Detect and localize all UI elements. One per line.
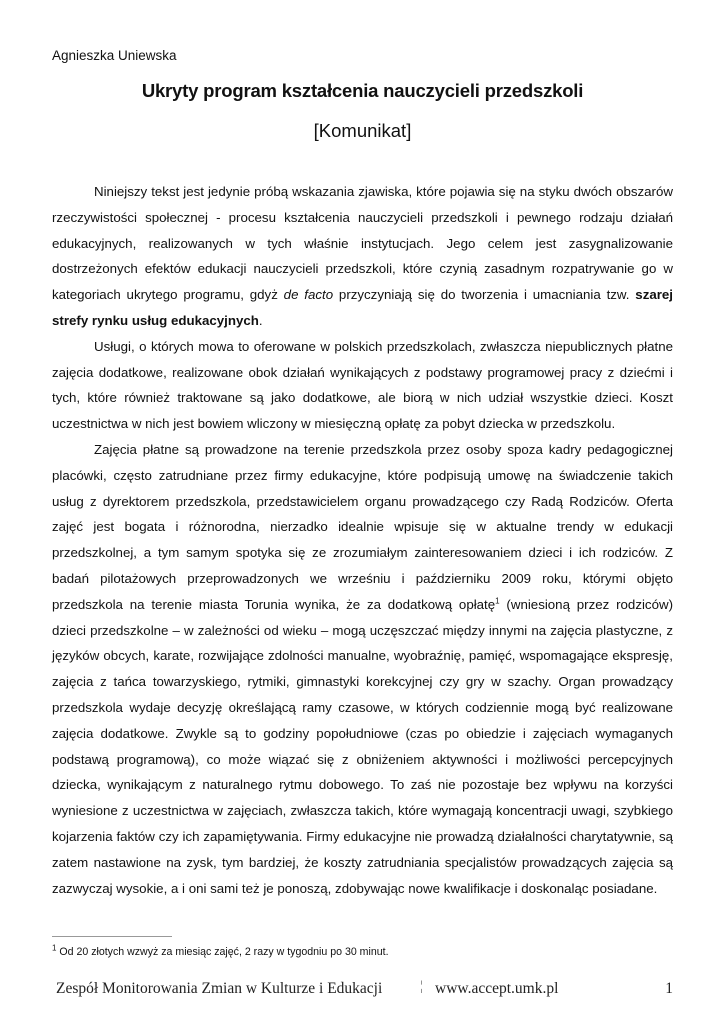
- page-number: 1: [665, 980, 673, 997]
- page-footer: [52, 980, 673, 1002]
- paragraph-1-text-b: przyczyniają się do tworzenia i umacniania tzw.: [333, 287, 636, 303]
- paragraph-3-text-a: Zajęcia płatne są prowadzone na terenie przedszkola przez osoby spoza kadry pedagogicznej placówki, często zatrudniane przez firmy edukacyjne, które podpisują umowę na świadczenie takich usług z dyrektorem przedszkola, przedstawicielem organu prowadzącego czy Radą Rodziców. Oferta zajęć jest bogata i różnorodna, nierzadko idealnie wpisuje się w aktualne trendy w edukacji przedszkolnej, a tym samym spotyka się ze zrozumiałym zainteresowaniem dzieci i ich rodziców. Z badań pilotażowych przeprowadzonych we wrześniu i październiku 2009 roku, którymi objęto przedszkola na terenie miasta Torunia wynika, że za dodatkową opłatę: [52, 441, 673, 612]
- paragraph-1-text-a: Niniejszy tekst jest jedynie próbą wskazania zjawiska, które pojawia się na styku dwóch obszarów rzeczywistości społecznej - procesu kształcenia nauczycieli przedszkoli i pewnego rodzaju działań edukacyjnych, realizowanych w tych właśnie instytucjach. Jego celem jest zasygnalizowanie dostrzeżonych efektów edukacji nauczycieli przedszkoli, które czynią zasadnym rozpatrywanie go w kategoriach ukrytego programu, gdyż: [52, 184, 673, 303]
- footnote-divider: [52, 936, 172, 937]
- paragraph-3-text-b: (wniesioną przez rodziców) dzieci przedszkolne – w zależności od wieku – mogą uczęszczać między innymi na zajęcia plastyczne, z języków obcych, karate, rozwijające zdolności manualne, wyobraźnię, pamięć, wspomagające ekspresję, zajęcia z tańca towarzyskiego, rytmiki, gimnastyki korekcyjnej czy gry w szachy. Organ prowadzący przedszkola wydaje decyzję określającą ramy czasowe, w których codziennie mogą być realizowane zajęcia dodatkowe. Zwykle są to godziny popołudniowe (czas po obiedzie i zajęciach wymaganych podstawą programową), co może wiązać się z obniżeniem aktywności i możliwości percepcyjnych dziecka, wynikającym z naturalnego rytmu dobowego. To zaś nie pozostaje bez wpływu na korzyści wyniesione z uczestnictwa w zajęciach, zwłaszcza takich, które wymagają koncentracji uwagi, szybkiego kojarzenia faktów czy ich zapamiętywania. Firmy edukacyjne nie prowadzą działalności charytatywnie, są zatem nastawione na zysk, tym bardziej, że koszty zatrudniania specjalistów prowadzących zajęcia są zazwyczaj wysokie, a i oni sami też je ponoszą, zdobywając nowe kwalifikacje i doskonaląc posiadane.: [52, 596, 673, 896]
- footer-url: www.accept.umk.pl: [435, 980, 559, 997]
- document-title: Ukryty program kształcenia nauczycieli przedszkoli: [141, 80, 584, 101]
- footnote-marker: 1: [52, 943, 57, 953]
- author-name: Agnieszka Uniewska: [52, 48, 177, 63]
- paragraph-2: Usługi, o których mowa to oferowane w polskich przedszkolach, zwłaszcza niepublicznych płatne zajęcia dodatkowe, realizowane obok działań wynikających z podstawy programowej pracy z dziećmi i tych, które również traktowane są jako dodatkowe, ale biorą w nich udział wszystkie dzieci. Koszt uczestnictwa w nich jest bowiem wliczony w miesięczną opłatę za pobyt dziecka w przedszkolu.: [52, 338, 673, 432]
- footer-organization: Zespół Monitorowania Zmian w Kulturze i Edukacji: [56, 980, 383, 997]
- footnote-reference: 1: [495, 596, 500, 606]
- document-body: [52, 179, 673, 901]
- paragraph-1-italic-term: de facto: [283, 287, 334, 303]
- document-subtitle: [Komunikat]: [313, 120, 412, 141]
- paragraph-1-text-c: .: [258, 312, 263, 328]
- paragraph-3: [52, 437, 673, 901]
- paragraph-1: [52, 179, 673, 334]
- footer-separator: ¦: [420, 979, 423, 994]
- paragraph-1-bold-term: szarej strefy rynku usług edukacyjnych: [52, 287, 673, 328]
- footnote: [52, 943, 389, 958]
- footnote-text: Od 20 złotych wzwyż za miesiąc zajęć, 2 razy w tygodniu po 30 minut.: [56, 946, 389, 958]
